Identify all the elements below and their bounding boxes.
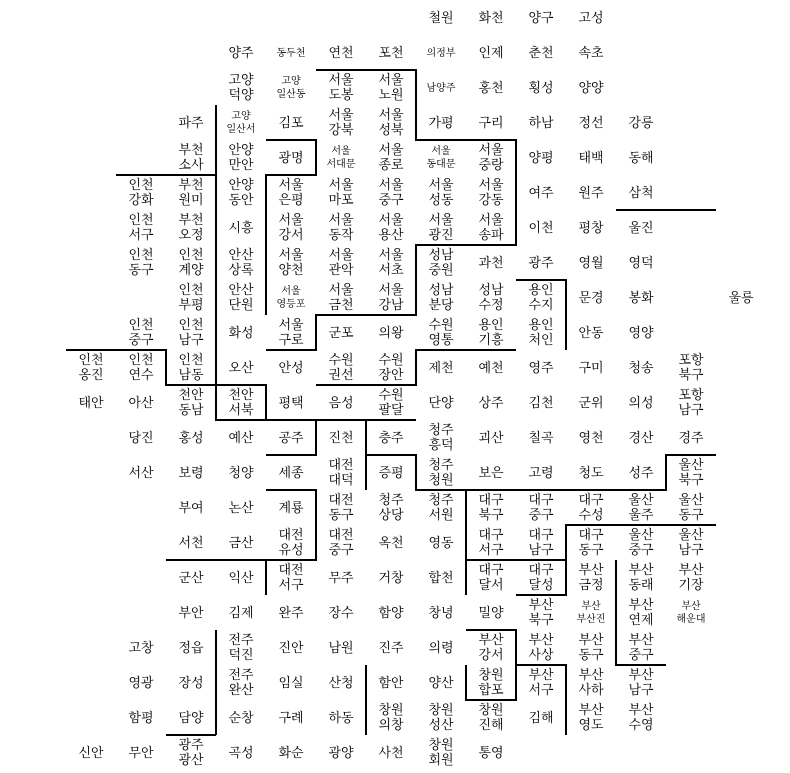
region-cell: 파주: [178, 115, 204, 131]
region-cell: 전주 완산: [228, 668, 254, 698]
region-cell: 용인 수지: [528, 283, 554, 313]
region-cell: 대구 수성: [578, 493, 604, 523]
region-cell: 음성: [328, 395, 354, 411]
region-cell: 군포: [328, 325, 354, 341]
region-cell: 부산 연제: [628, 598, 654, 628]
region-cell: 구미: [578, 360, 604, 376]
region-cell: 장수: [328, 605, 354, 621]
region-cell: 양평: [528, 150, 554, 166]
region-cell: 삼척: [628, 185, 654, 201]
region-cell: 창원 성산: [428, 703, 454, 733]
region-cell: 무주: [328, 570, 354, 586]
region-cell: 서울 구로: [278, 318, 304, 348]
region-cell: 천안 서북: [228, 388, 254, 418]
region-cell: 울산 중구: [628, 528, 654, 558]
region-cell: 안성: [278, 360, 304, 376]
region-cell: 아산: [128, 395, 154, 411]
region-cell: 홍성: [178, 430, 204, 446]
region-cell: 사천: [378, 745, 404, 761]
region-cell: 고양 일산서: [226, 111, 256, 135]
region-cell: 홍천: [478, 80, 504, 96]
region-cell: 서울 동대문: [426, 146, 456, 170]
region-cell: 예산: [228, 430, 254, 446]
region-cell: 부천 소사: [178, 143, 204, 173]
region-cell: 전주 덕진: [228, 633, 254, 663]
region-cell: 울산 북구: [678, 458, 704, 488]
region-cell: 김제: [228, 605, 254, 621]
region-cell: 양구: [528, 10, 554, 26]
region-cell: 서울 성동: [428, 178, 454, 208]
region-cell: 의령: [428, 640, 454, 656]
region-cell: 인천 연수: [128, 353, 154, 383]
region-cell: 울산 남구: [678, 528, 704, 558]
region-cell: 계룡: [278, 500, 304, 516]
region-cell: 진천: [328, 430, 354, 446]
region-cell: 담양: [178, 710, 204, 726]
region-cell: 김천: [528, 395, 554, 411]
region-cell: 고창: [128, 640, 154, 656]
region-cell: 철원: [428, 10, 454, 26]
region-cell: 수원 장안: [378, 353, 404, 383]
region-cell: 예천: [478, 360, 504, 376]
region-cell: 인천 부평: [178, 283, 204, 313]
region-cell: 포천: [378, 45, 404, 61]
region-cell: 괴산: [478, 430, 504, 446]
region-cell: 서울 강북: [328, 108, 354, 138]
region-cell: 서산: [128, 465, 154, 481]
region-cell: 원주: [578, 185, 604, 201]
region-cell: 인천 중구: [128, 318, 154, 348]
region-cell: 대구 중구: [528, 493, 554, 523]
region-cell: 익산: [228, 570, 254, 586]
region-cell: 곡성: [228, 745, 254, 761]
region-cell: 성남 분당: [428, 283, 454, 313]
region-cell: 대구 북구: [478, 493, 504, 523]
region-cell: 산청: [328, 675, 354, 691]
region-cell: 안동: [578, 325, 604, 341]
region-cell: 춘천: [528, 45, 554, 61]
region-cell: 부산 부산진: [576, 601, 606, 625]
region-cell: 정읍: [178, 640, 204, 656]
region-cell: 부산 사상: [528, 633, 554, 663]
region-cell: 부여: [178, 500, 204, 516]
region-cell: 증평: [378, 465, 404, 481]
region-cell: 신안: [78, 745, 104, 761]
region-cell: 울릉: [728, 290, 754, 306]
region-cell: 창원 회원: [428, 738, 454, 768]
region-cell: 대구 서구: [478, 528, 504, 558]
region-cell: 영주: [528, 360, 554, 376]
region-cell: 울산 울주: [628, 493, 654, 523]
region-cell: 대전 유성: [278, 528, 304, 558]
region-cell: 대구 남구: [528, 528, 554, 558]
region-cell: 성주: [628, 465, 654, 481]
region-cell: 영동: [428, 535, 454, 551]
region-cell: 가평: [428, 115, 454, 131]
region-cell: 청송: [628, 360, 654, 376]
region-cell: 대전 서구: [278, 563, 304, 593]
region-cell: 거창: [378, 570, 404, 586]
region-cell: 보령: [178, 465, 204, 481]
region-cell: 연천: [328, 45, 354, 61]
region-cell: 청양: [228, 465, 254, 481]
region-cell: 서울 서대문: [326, 146, 356, 170]
region-cell: 청도: [578, 465, 604, 481]
region-cell: 김해: [528, 710, 554, 726]
region-cell: 상주: [478, 395, 504, 411]
region-cell: 임실: [278, 675, 304, 691]
region-cell: 구리: [478, 115, 504, 131]
region-cell: 군위: [578, 395, 604, 411]
region-cell: 부산 서구: [528, 668, 554, 698]
region-cell: 문경: [578, 290, 604, 306]
region-cell: 양주: [228, 45, 254, 61]
region-cell: 고성: [578, 10, 604, 26]
region-cell: 포항 남구: [678, 388, 704, 418]
region-cell: 대구 달성: [528, 563, 554, 593]
region-cell: 서울 관악: [328, 248, 354, 278]
region-cell: 창원 진해: [478, 703, 504, 733]
region-cell: 고령: [528, 465, 554, 481]
region-cell: 완주: [278, 605, 304, 621]
region-cell: 부산 수영: [628, 703, 654, 733]
region-cell: 화천: [478, 10, 504, 26]
region-cell: 서울 노원: [378, 73, 404, 103]
region-cell: 부산 해운대: [676, 601, 706, 625]
region-cell: 인천 옹진: [78, 353, 104, 383]
region-cell: 성남 중원: [428, 248, 454, 278]
region-cell: 안산 상록: [228, 248, 254, 278]
region-cell: 남원: [328, 640, 354, 656]
region-cell: 과천: [478, 255, 504, 271]
region-cell: 대전 동구: [328, 493, 354, 523]
region-cell: 인천 계양: [178, 248, 204, 278]
region-cell: 인천 동구: [128, 248, 154, 278]
region-cell: 옥천: [378, 535, 404, 551]
region-cell: 서울 양천: [278, 248, 304, 278]
region-cell: 서울 강남: [378, 283, 404, 313]
region-cell: 밀양: [478, 605, 504, 621]
region-cell: 영월: [578, 255, 604, 271]
region-cell: 청주 청원: [428, 458, 454, 488]
region-cell: 칠곡: [528, 430, 554, 446]
region-cell: 구례: [278, 710, 304, 726]
region-cell: 울산 동구: [678, 493, 704, 523]
region-cell: 통영: [478, 745, 504, 761]
region-cell: 부산 영도: [578, 703, 604, 733]
region-cell: 부산 중구: [628, 633, 654, 663]
region-cell: 평택: [278, 395, 304, 411]
region-cell: 시흥: [228, 220, 254, 236]
region-cell: 의성: [628, 395, 654, 411]
region-cell: 서울 금천: [328, 283, 354, 313]
region-cell: 부산 사하: [578, 668, 604, 698]
region-cell: 부산 동래: [628, 563, 654, 593]
region-cell: 진주: [378, 640, 404, 656]
region-cell: 안산 단원: [228, 283, 254, 313]
region-cell: 서울 도봉: [328, 73, 354, 103]
region-cell: 인제: [478, 45, 504, 61]
region-cell: 인천 서구: [128, 213, 154, 243]
region-cell: 서울 서초: [378, 248, 404, 278]
region-cell: 서울 은평: [278, 178, 304, 208]
region-cell: 서울 동작: [328, 213, 354, 243]
region-cell: 동해: [628, 150, 654, 166]
region-cell: 청주 흥덕: [428, 423, 454, 453]
region-cell: 진안: [278, 640, 304, 656]
region-cell: 여주: [528, 185, 554, 201]
region-cell: 울진: [628, 220, 654, 236]
region-cell: 안양 동안: [228, 178, 254, 208]
region-cell: 봉화: [628, 290, 654, 306]
region-cell: 영천: [578, 430, 604, 446]
region-cell: 창원 합포: [478, 668, 504, 698]
region-cell: 서울 중구: [378, 178, 404, 208]
region-cell: 포항 북구: [678, 353, 704, 383]
region-cell: 서울 강동: [478, 178, 504, 208]
region-cell: 서울 성북: [378, 108, 404, 138]
region-cell: 논산: [228, 500, 254, 516]
region-cell: 평창: [578, 220, 604, 236]
region-cell: 대전 대덕: [328, 458, 354, 488]
region-cell: 광명: [278, 150, 304, 166]
region-cell: 고양 일산동: [276, 76, 306, 100]
region-cell: 서울 송파: [478, 213, 504, 243]
region-cell: 태안: [78, 395, 104, 411]
region-cell: 고양 덕양: [228, 73, 254, 103]
region-cell: 오산: [228, 360, 254, 376]
region-cell: 충주: [378, 430, 404, 446]
region-cell: 화순: [278, 745, 304, 761]
region-cell: 인천 남구: [178, 318, 204, 348]
region-cell: 수원 권선: [328, 353, 354, 383]
region-cell: 대구 동구: [578, 528, 604, 558]
region-cell: 부산 기장: [678, 563, 704, 593]
region-cell: 의왕: [378, 325, 404, 341]
region-cell: 함양: [378, 605, 404, 621]
region-cell: 화성: [228, 325, 254, 341]
region-cell: 천안 동남: [178, 388, 204, 418]
region-cell: 함안: [378, 675, 404, 691]
region-cell: 창원 의창: [378, 703, 404, 733]
region-cell: 광양: [328, 745, 354, 761]
region-cell: 수원 영통: [428, 318, 454, 348]
region-cell: 장성: [178, 675, 204, 691]
region-cell: 대구 달서: [478, 563, 504, 593]
region-cell: 정선: [578, 115, 604, 131]
region-cell: 당진: [128, 430, 154, 446]
region-cell: 양산: [428, 675, 454, 691]
region-cell: 속초: [578, 45, 604, 61]
region-cell: 청주 서원: [428, 493, 454, 523]
region-cell: 세종: [278, 465, 304, 481]
region-cell: 부산 동구: [578, 633, 604, 663]
region-cell: 성남 수정: [478, 283, 504, 313]
region-cell: 금산: [228, 535, 254, 551]
region-cell: 태백: [578, 150, 604, 166]
region-cell: 부산 강서: [478, 633, 504, 663]
region-cell: 하동: [328, 710, 354, 726]
region-cell: 창녕: [428, 605, 454, 621]
region-cell: 부산 남구: [628, 668, 654, 698]
region-cell: 단양: [428, 395, 454, 411]
region-cell: 동두천: [276, 47, 306, 59]
region-cell: 의정부: [426, 47, 456, 59]
region-cell: 광주 광산: [178, 738, 204, 768]
region-cell: 부산 금정: [578, 563, 604, 593]
region-cell: 강릉: [628, 115, 654, 131]
region-cell: 합천: [428, 570, 454, 586]
region-cell: 이천: [528, 220, 554, 236]
region-cell: 용인 기흥: [478, 318, 504, 348]
region-cell: 대전 중구: [328, 528, 354, 558]
region-cell: 광주: [528, 255, 554, 271]
region-cell: 부천 원미: [178, 178, 204, 208]
region-cell: 무안: [128, 745, 154, 761]
region-cell: 인천 남동: [178, 353, 204, 383]
region-cell: 부천 오정: [178, 213, 204, 243]
region-cell: 서울 광진: [428, 213, 454, 243]
region-cell: 서울 중랑: [478, 143, 504, 173]
region-cell: 보은: [478, 465, 504, 481]
region-cell: 서울 종로: [378, 143, 404, 173]
region-cell: 함평: [128, 710, 154, 726]
region-cell: 청주 상당: [378, 493, 404, 523]
region-cell: 부산 북구: [528, 598, 554, 628]
region-cell: 서울 영등포: [276, 286, 306, 310]
region-cell: 경산: [628, 430, 654, 446]
region-cell: 영광: [128, 675, 154, 691]
region-cell: 군산: [178, 570, 204, 586]
region-cell: 안양 만안: [228, 143, 254, 173]
region-cell: 경주: [678, 430, 704, 446]
region-cell: 수원 팔달: [378, 388, 404, 418]
region-cell: 영양: [628, 325, 654, 341]
region-cell: 하남: [528, 115, 554, 131]
region-cell: 서울 강서: [278, 213, 304, 243]
region-cell: 횡성: [528, 80, 554, 96]
region-cell: 남양주: [426, 82, 456, 94]
region-cell: 서울 용산: [378, 213, 404, 243]
region-cell: 김포: [278, 115, 304, 131]
region-cell: 순창: [228, 710, 254, 726]
region-cell: 양양: [578, 80, 604, 96]
region-cell: 서울 마포: [328, 178, 354, 208]
region-cell: 용인 처인: [528, 318, 554, 348]
region-cell: 공주: [278, 430, 304, 446]
region-cell: 제천: [428, 360, 454, 376]
region-cell: 영덕: [628, 255, 654, 271]
region-cell: 인천 강화: [128, 178, 154, 208]
region-cell: 서천: [178, 535, 204, 551]
region-cell: 부안: [178, 605, 204, 621]
